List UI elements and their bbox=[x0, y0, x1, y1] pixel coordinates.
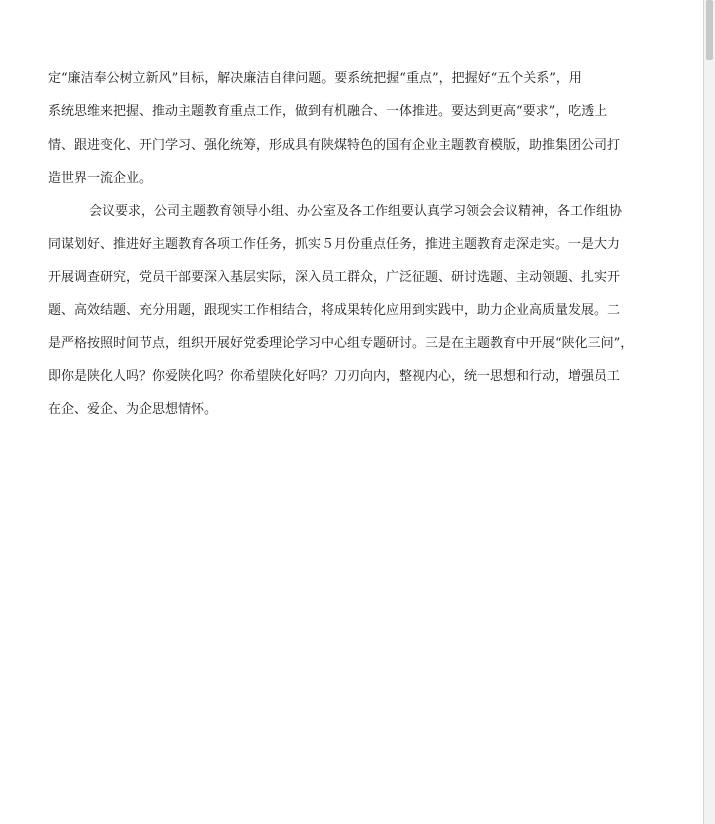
scrollbar-thumb[interactable] bbox=[706, 0, 713, 60]
paragraph-line: 同谋划好、推进好主题教育各项工作任务，抓实５月份重点任务，推进主题教育走深走实。一是大力 bbox=[48, 237, 621, 252]
paragraph-line: 是严格按照时间节点，组织开展好党委理论学习中心组专题研讨。三是在主题教育中开展“陕化三问”， bbox=[48, 336, 634, 351]
paragraph-line: 会议要求，公司主题教育领导小组、办公室及各工作组要认真学习领会会议精神，各工作组协 bbox=[89, 204, 623, 219]
vertical-scrollbar[interactable] bbox=[703, 0, 715, 824]
paragraph-line: 定“廉洁奉公树立新风”目标，解决廉洁自律问题。要系统把握“重点”，把握好“五个关系”，用 bbox=[48, 71, 582, 86]
paragraph-line: 在企、爱企、为企思想情怀。 bbox=[48, 402, 218, 417]
paragraph-line: 题、高效结题、充分用题，跟现实工作相结合，将成果转化应用到实践中，助力企业高质量发展。二 bbox=[48, 303, 621, 318]
paragraph-line: 系统思维来把握、推动主题教育重点工作，做到有机融合、一体推进。要达到更高“要求”，吃透上 bbox=[48, 104, 608, 119]
paragraph-line: 造世界一流企业。 bbox=[48, 171, 153, 186]
paragraph-line: 情、跟进变化、开门学习、强化统筹，形成具有陕煤特色的国有企业主题教育模版，助推集团公司打 bbox=[48, 138, 621, 153]
paragraph-line: 开展调查研究，党员干部要深入基层实际，深入员工群众，广泛征题、研讨选题、主动领题、扎实开 bbox=[48, 270, 621, 285]
paragraph-line: 即你是陕化人吗？你爱陕化吗？你希望陕化好吗？刀刃向内，整视内心，统一思想和行动，增强员工 bbox=[48, 369, 621, 384]
